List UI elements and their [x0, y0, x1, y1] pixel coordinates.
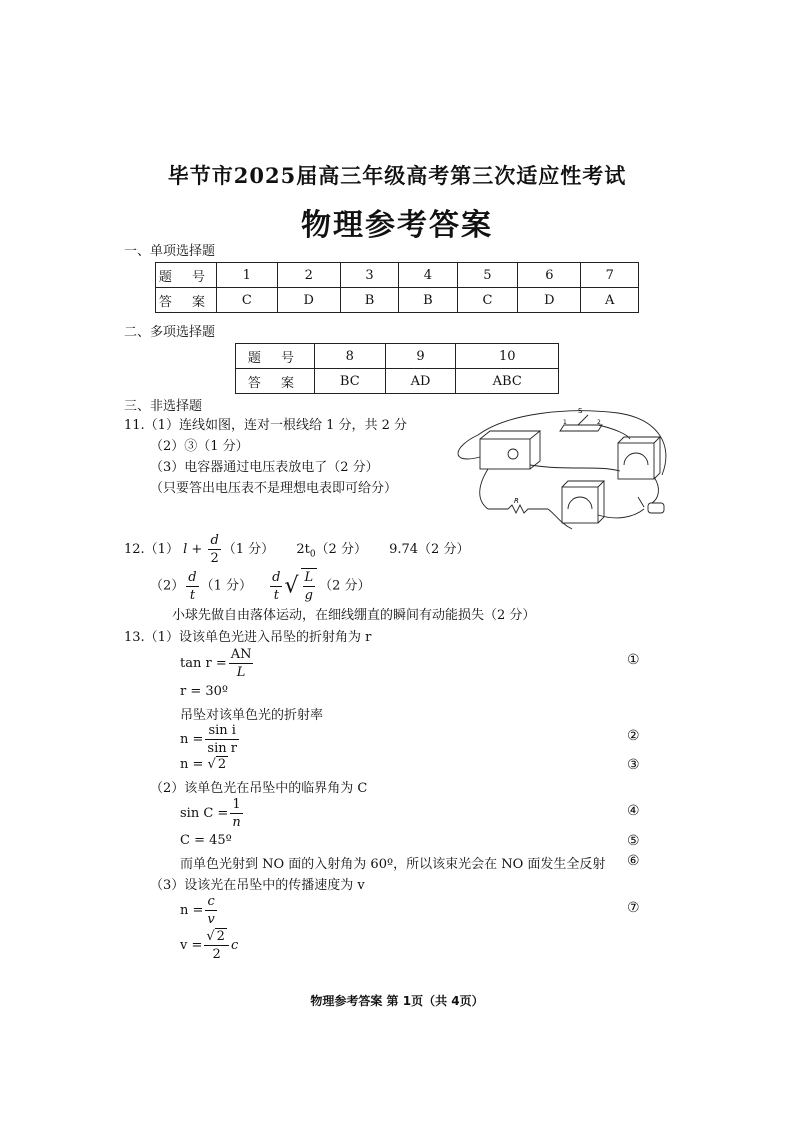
table-cell: 5: [457, 263, 518, 288]
switch-terminal-1: 1: [563, 419, 567, 426]
q12-score5: （2 分）: [319, 578, 371, 594]
page-title: 物理参考答案: [301, 208, 493, 243]
resistor-icon: [488, 505, 548, 513]
table-cell: 2: [277, 263, 340, 288]
table-cell: C: [217, 288, 278, 313]
table-cell: 3: [340, 263, 398, 288]
eq-mark-6: ⑥: [627, 853, 640, 869]
table-cell: D: [277, 288, 340, 313]
single-choice-table: [155, 262, 639, 313]
q13-refraction-text: 吊坠对该单色光的折射率: [180, 708, 324, 723]
table-cell: AD: [385, 369, 456, 394]
frac-numerator: sin i: [205, 722, 239, 740]
q13-line1: 13.（1）设该单色光进入吊坠的折射角为 r: [124, 630, 372, 645]
frac-numerator: [204, 928, 229, 946]
wire: [480, 469, 488, 509]
wire: [458, 435, 480, 459]
switch-terminal-2: 2: [597, 419, 601, 426]
eq-mark-4: ④: [627, 803, 640, 819]
q12-score4: （1 分）: [200, 578, 253, 594]
section-heading-multi-choice: 二、多项选择题: [124, 325, 216, 340]
q12-frac-dt2: [270, 569, 282, 604]
q13-eq-v: [180, 928, 238, 963]
frac-numerator: d: [188, 569, 197, 585]
q12-line3: 小球先做自由落体运动，在细线绷直的瞬间有动能损失（2 分）: [172, 608, 536, 623]
q13-line3: （3）设该光在吊坠中的传播速度为 v: [150, 878, 365, 893]
table-cell: 题 号: [156, 263, 217, 288]
q12-line2: [150, 568, 371, 604]
frac-denominator: L: [236, 665, 246, 680]
battery-icon: [648, 503, 664, 513]
q11-line3: （3）电容器通过电压表放电了（2 分）: [150, 460, 379, 475]
q13-frac-AN-L: [229, 646, 254, 681]
table-cell: 6: [518, 263, 581, 288]
q13-eq-sinC: [180, 796, 245, 831]
table-cell: B: [340, 288, 398, 313]
table-cell: 答 案: [156, 288, 217, 313]
sqrt-icon: √: [207, 757, 216, 772]
q12-prefix: 12.（1）: [124, 542, 179, 557]
eq-lhs: tan r =: [180, 656, 227, 671]
table-cell: 答 案: [236, 369, 315, 394]
q13-v-c: c: [230, 938, 239, 953]
frac-denominator: g: [304, 588, 313, 603]
table-cell: C: [457, 288, 518, 313]
eq-lhs: n =: [180, 757, 204, 772]
eq-mark-7: ⑦: [627, 900, 640, 916]
table-cell: A: [581, 288, 639, 313]
section-heading-single-choice: 一、单项选择题: [124, 244, 216, 259]
table-cell: 4: [399, 263, 457, 288]
q13-eq-n: [180, 722, 241, 757]
multi-choice-table: [235, 343, 559, 394]
q12-plus: +: [187, 542, 207, 557]
q13-frac-sqrt2-2: [204, 928, 229, 963]
sqrt-icon: √: [284, 573, 299, 599]
frac-denominator: 2: [210, 551, 219, 566]
frac-numerator: 1: [230, 796, 242, 814]
q12-p2: （2）: [150, 578, 185, 594]
table-cell: ABC: [456, 369, 559, 394]
frac-numerator: d: [210, 533, 219, 548]
table-cell: 题 号: [236, 344, 315, 369]
eq-lhs: n =: [180, 732, 204, 747]
frac-numerator: d: [272, 569, 281, 585]
q13-frac-1n: [230, 796, 242, 831]
page-footer: 物理参考答案 第 1页（共 4页）: [310, 994, 484, 1008]
meter-middle-scale: [568, 497, 592, 509]
q13-total-reflection: 而单色光射到 NO 面的入射角为 60º，所以该束光会在 NO 面发生全反射: [180, 857, 606, 872]
eq-mark-5: ⑤: [627, 833, 640, 849]
table-cell: 9: [385, 344, 456, 369]
eq-mark-2: ②: [627, 728, 640, 744]
q13-C-value: C = 45º: [180, 833, 232, 848]
q12-line1: [124, 532, 469, 567]
q13-n-value: [180, 757, 228, 772]
q12-frac-d2: [208, 532, 220, 567]
table-cell: 1: [217, 263, 278, 288]
wire: [548, 509, 572, 529]
q13-eq-tan: [180, 646, 255, 681]
switch-lever: [578, 415, 588, 425]
exam-title: 毕节市2025届高三年级高考第三次适应性考试: [167, 163, 627, 188]
eq-mark-1: ①: [627, 652, 640, 668]
resistor-label: R: [514, 497, 519, 505]
q13-eq-ncv: [180, 893, 219, 928]
table-row: [236, 369, 559, 394]
frac-denominator: t: [189, 587, 196, 603]
battery-switch: [638, 497, 644, 507]
capacitor-box: [480, 439, 530, 469]
frac-denominator: n: [232, 815, 241, 830]
eq-mark-3: ③: [627, 757, 640, 773]
q12-frac-dt: [186, 569, 198, 604]
q13-r-value: r = 30º: [180, 684, 229, 699]
frac-numerator: c: [205, 893, 216, 911]
q13-line2: （2）该单色光在吊坠中的临界角为 C: [150, 781, 368, 796]
q13-frac-cv: [205, 893, 216, 928]
wire: [598, 509, 644, 518]
table-row: [236, 344, 559, 369]
q12-ans3: 9.74: [389, 542, 419, 557]
frac-numerator: AN: [230, 647, 252, 662]
q13-frac-sin: [205, 722, 239, 757]
table-cell: 10: [456, 344, 559, 369]
sqrt-radicand: 2: [217, 757, 227, 772]
eq-lhs: n =: [180, 903, 204, 918]
capacitor-dial-icon: [508, 449, 518, 459]
table-cell: D: [518, 288, 581, 313]
frac-denominator: t: [273, 587, 279, 603]
q11-line2: （2）③（1 分）: [150, 439, 249, 454]
meter-middle: [562, 487, 598, 523]
sqrt-icon: √: [206, 929, 215, 944]
table-cell: BC: [315, 369, 386, 394]
q12-score3: （2 分）: [418, 542, 470, 557]
table-cell: 7: [581, 263, 639, 288]
eq-lhs: sin C =: [180, 806, 229, 821]
frac-denominator: v: [207, 912, 215, 927]
q11-line1: 11.（1）连线如图，连对一根线给 1 分，共 2 分: [124, 418, 408, 433]
eq-lhs: v =: [180, 938, 203, 953]
table-row: [156, 263, 639, 288]
sqrt-radicand: 2: [216, 929, 225, 944]
section-heading-non-choice: 三、非选择题: [124, 399, 203, 414]
wire: [652, 477, 658, 503]
table-cell: B: [399, 288, 457, 313]
table-cell: 8: [315, 344, 386, 369]
q11-line4: （只要答出电压表不是理想电表即可给分）: [150, 481, 398, 496]
q12-ans2: 2t: [296, 542, 310, 557]
switch-label: S: [578, 407, 583, 415]
wire: [530, 465, 620, 471]
q12-frac-Lg: [301, 568, 318, 604]
q12-ans2-sub: 0: [309, 549, 316, 560]
frac-numerator: L: [304, 570, 314, 585]
q12-score1: （1 分）: [222, 542, 275, 557]
frac-denominator: sin r: [207, 741, 237, 756]
q12-l: l: [183, 542, 188, 557]
voltmeter-right-scale: [624, 453, 648, 465]
voltmeter-right: [618, 443, 654, 479]
table-row: [156, 288, 639, 313]
circuit-diagram: [448, 405, 684, 537]
frac-denominator: 2: [212, 947, 221, 962]
q12-score2: （2 分）: [315, 542, 367, 557]
